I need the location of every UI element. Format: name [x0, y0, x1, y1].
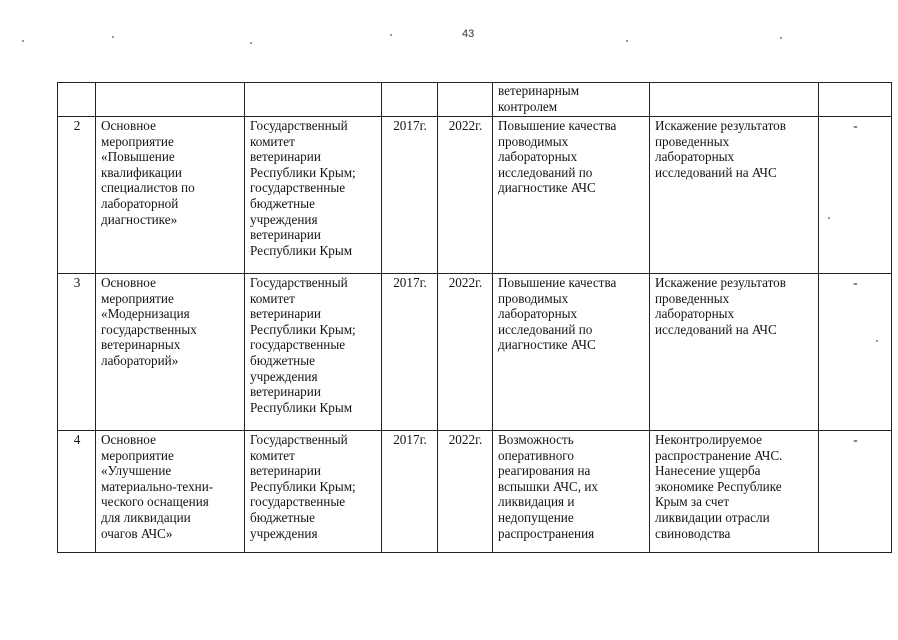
- scan-speck: [22, 40, 24, 42]
- cell-end: [438, 83, 493, 117]
- page-number: 43: [462, 28, 475, 40]
- cell-executor: Государственный комитет ветеринарии Республики Крым; государственные бюджетные учреждения: [245, 431, 382, 553]
- cell-risk: Неконтролируемое распространение АЧС. Нанесение ущерба экономике Республике Крым за счет ликвидации отрасли свиноводства: [650, 431, 819, 553]
- cell-num: 2: [58, 117, 96, 274]
- cell-note: -: [819, 431, 892, 553]
- cell-name: Основное мероприятие «Модернизация государственных ветеринарных лабораторий»: [96, 274, 245, 431]
- table-row: [58, 431, 892, 553]
- table-row-continuation: [58, 83, 892, 117]
- scan-speck: [626, 40, 628, 42]
- scan-speck: [112, 36, 114, 38]
- cell-start: 2017г.: [382, 431, 438, 553]
- cell-result: Повышение качества проводимых лабораторных исследований по диагностике АЧС: [493, 117, 650, 274]
- cell-risk: Искажение результатов проведенных лабораторных исследований на АЧС: [650, 274, 819, 431]
- cell-executor: Государственный комитет ветеринарии Республики Крым; государственные бюджетные учреждения ветеринарии Республики Крым: [245, 117, 382, 274]
- cell-num: [58, 83, 96, 117]
- scan-speck: [780, 37, 782, 39]
- cell-end: 2022г.: [438, 117, 493, 274]
- cell-result: Повышение качества проводимых лабораторных исследований по диагностике АЧС: [493, 274, 650, 431]
- cell-executor: Государственный комитет ветеринарии Республики Крым; государственные бюджетные учреждения ветеринарии Республики Крым: [245, 274, 382, 431]
- cell-result: ветеринарным контролем: [493, 83, 650, 117]
- cell-start: 2017г.: [382, 274, 438, 431]
- cell-note: [819, 83, 892, 117]
- cell-start: [382, 83, 438, 117]
- cell-note: -: [819, 117, 892, 274]
- cell-end: 2022г.: [438, 274, 493, 431]
- cell-name: [96, 83, 245, 117]
- cell-num: 3: [58, 274, 96, 431]
- cell-start: 2017г.: [382, 117, 438, 274]
- cell-note: -: [819, 274, 892, 431]
- measures-table: [57, 82, 892, 553]
- cell-executor: [245, 83, 382, 117]
- table-row: [58, 274, 892, 431]
- cell-end: 2022г.: [438, 431, 493, 553]
- cell-risk: Искажение результатов проведенных лабораторных исследований на АЧС: [650, 117, 819, 274]
- cell-num: 4: [58, 431, 96, 553]
- cell-name: Основное мероприятие «Повышение квалификации специалистов по лабораторной диагностике»: [96, 117, 245, 274]
- cell-result: Возможность оперативного реагирования на вспышки АЧС, их ликвидация и недопущение распространения: [493, 431, 650, 553]
- cell-name: Основное мероприятие «Улучшение материально-техни- ческого оснащения для ликвидации очагов АЧС»: [96, 431, 245, 553]
- cell-risk: [650, 83, 819, 117]
- table-row: [58, 117, 892, 274]
- scan-speck: [250, 42, 252, 44]
- scan-speck: [390, 34, 392, 36]
